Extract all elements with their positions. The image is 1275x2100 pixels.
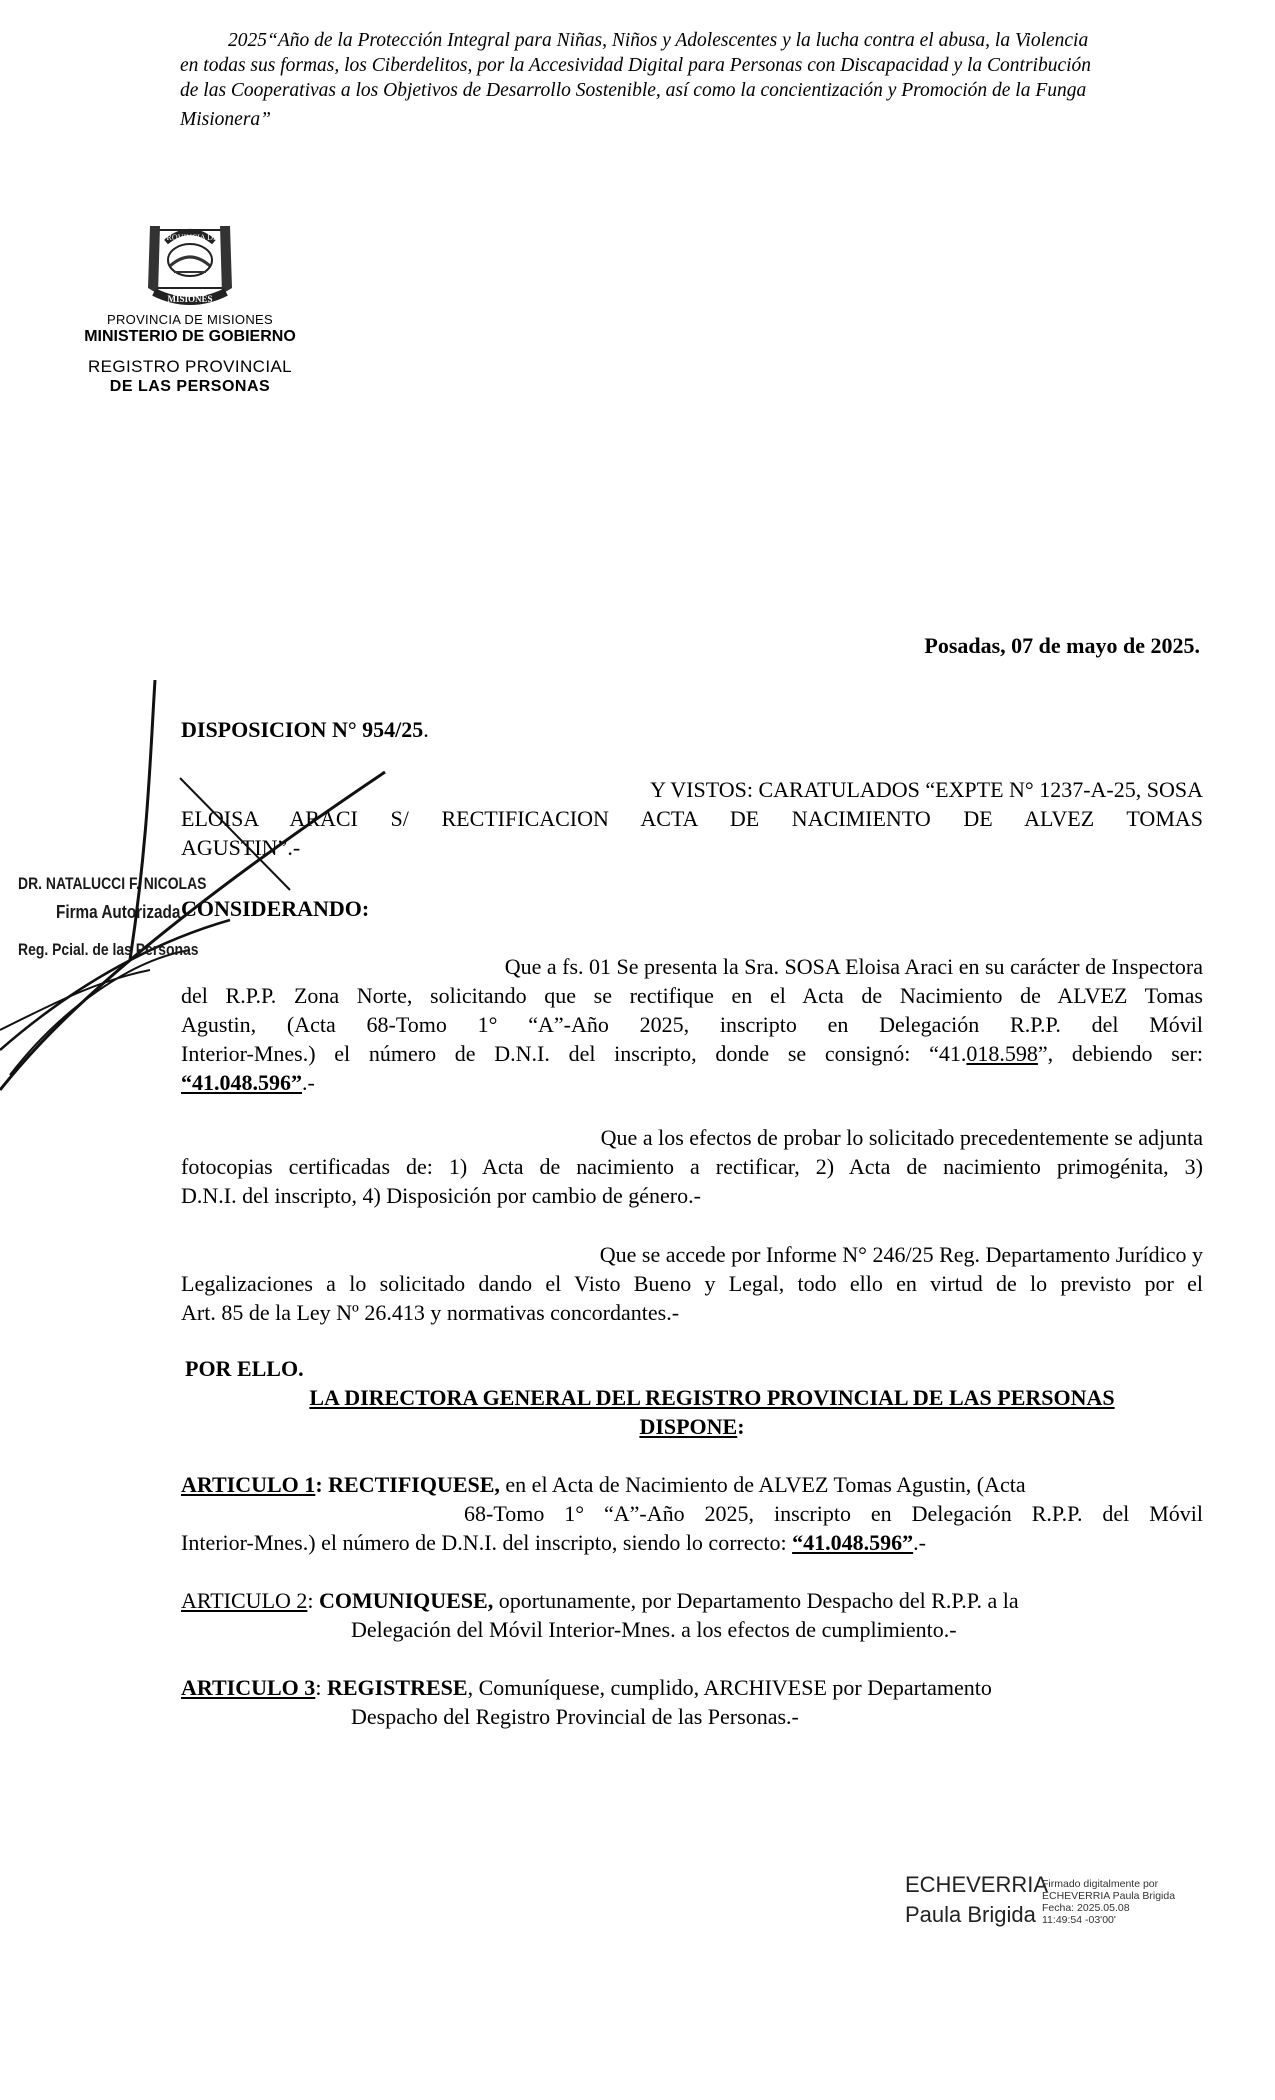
dispone-word: DISPONE	[639, 1414, 738, 1439]
articulo-line: 68-Tomo 1° “A”-Año 2025, inscripto en Delegación R.P.P. del Móvil	[464, 1501, 1203, 1526]
signature-info-line: Firmado digitalmente por	[1042, 1878, 1159, 1890]
text-run: en el Acta de Nacimiento de ALVEZ Tomas Agustin, (Acta	[499, 1472, 1026, 1497]
articulo-line	[181, 1528, 1203, 1557]
paragraph-line: Que a los efectos de probar lo solicitado precedentemente se adjunta	[600, 1125, 1203, 1150]
text-run: ”, debiendo ser:	[1037, 1041, 1203, 1066]
paragraph-line: fotocopias certificadas de: 1) Acta de nacimiento a rectificar, 2) Acta de nacimiento primogénita, 3)	[181, 1154, 1203, 1179]
text-run: oportunamente, por Departamento Despacho del R.P.P. a la	[493, 1588, 1019, 1613]
articulo-1	[181, 1470, 1203, 1557]
stamp-office: Reg. Pcial. de las Personas	[18, 940, 199, 959]
signature-info-line: Fecha: 2025.05.08	[1042, 1902, 1130, 1914]
vistos-line: Y VISTOS: CARATULADOS “EXPTE N° 1237-A-25, SOSA	[650, 777, 1203, 802]
articulo-keyword: RECTIFIQUESE,	[328, 1472, 500, 1497]
articulo-line: Despacho del Registro Provincial de las Personas.-	[351, 1704, 799, 1729]
signature-info-line: ECHEVERRIA Paula Brigida	[1042, 1890, 1176, 1902]
motto-line: Misionera”	[180, 109, 272, 130]
provincial-seal-logo	[140, 218, 240, 308]
articulo-line	[181, 1586, 1203, 1615]
articulo-keyword: COMUNIQUESE,	[319, 1588, 494, 1613]
paragraph-line: Agustin, (Acta 68-Tomo 1° “A”-Año 2025, inscripto en Delegación R.P.P. del Móvil	[181, 1012, 1203, 1037]
articulo-label: ARTICULO 1	[181, 1472, 316, 1497]
paragraph-line: del R.P.P. Zona Norte, solicitando que se rectifique en el Acta de Nacimiento de ALVEZ Tomas	[181, 983, 1203, 1008]
stamp-name: DR. NATALUCCI F. NICOLAS	[18, 874, 207, 893]
dispone-colon: :	[737, 1414, 745, 1439]
motto-line: de las Cooperativas a los Objetivos de Desarrollo Sostenible, así como la concientización y Promoción de la Funga	[180, 80, 1087, 101]
place-date: Posadas, 07 de mayo de 2025.	[924, 633, 1200, 658]
motto-line: en todas sus formas, los Ciberdelitos, por la Accesividad Digital para Personas con Discapacidad y la Contribución	[180, 55, 1092, 76]
articulo-3	[181, 1673, 1203, 1731]
header-motto	[180, 28, 1180, 132]
institution-province: PROVINCIA DE MISIONES	[107, 312, 273, 327]
institution-ministry: MINISTERIO DE GOBIERNO	[84, 328, 296, 345]
por-ello: POR ELLO.	[185, 1356, 304, 1381]
correct-dni: “41.048.596”	[181, 1070, 302, 1095]
text-run: , Comuníquese, cumplido, ARCHIVESE por Departamento	[467, 1675, 992, 1700]
text-run: :	[307, 1588, 320, 1613]
institution-registry: REGISTRO PROVINCIAL	[87, 357, 293, 376]
text-run: :	[315, 1675, 327, 1700]
articulo-line: Delegación del Móvil Interior-Mnes. a los efectos de cumplimiento.-	[351, 1617, 957, 1642]
directora-heading	[181, 1383, 1203, 1441]
directora-line	[181, 1412, 1203, 1441]
text-run: Interior-Mnes.) el número de D.N.I. del inscripto, donde se consignó: “41.	[181, 1041, 967, 1066]
directora-line: LA DIRECTORA GENERAL DEL REGISTRO PROVINCIAL DE LAS PERSONAS	[309, 1385, 1115, 1410]
seal-bottom-text: MISIONES	[167, 294, 213, 304]
paragraph-line: D.N.I. del inscripto, 4) Disposición por cambio de género.-	[181, 1183, 701, 1208]
articulo-label: ARTICULO 3	[181, 1675, 316, 1700]
paragraph-line: Legalizaciones a lo solicitado dando el Visto Bueno y Legal, todo ello en virtud de lo previsto por el	[181, 1271, 1203, 1296]
vistos-line: ELOISA ARACI S/ RECTIFICACION ACTA DE NACIMIENTO DE ALVEZ TOMAS	[181, 806, 1203, 831]
motto-line: 2025“Año de la Protección Integral para Niñas, Niños y Adolescentes y la lucha contra el abusa, la Violencia	[228, 30, 1089, 51]
text-run: :	[315, 1472, 329, 1497]
disposicion-label: DISPOSICION N° 954/25	[181, 717, 424, 742]
articulo-line	[181, 1470, 1203, 1499]
signer-surname: ECHEVERRIA	[905, 1872, 1049, 1897]
correct-dni: “41.048.596”	[792, 1530, 914, 1555]
institution-registry-sub: DE LAS PERSONAS	[109, 378, 271, 395]
signer-given-names: Paula Brigida	[905, 1902, 1036, 1927]
signature-info-line: 11:49:54 -03'00'	[1042, 1914, 1116, 1926]
articulo-keyword: REGISTRESE	[326, 1675, 468, 1700]
text-run: .-	[913, 1530, 926, 1555]
articulo-line	[181, 1673, 1203, 1702]
seal-top-text: PROVINCIA DE	[162, 233, 218, 242]
disposicion-period: .	[423, 717, 429, 742]
paragraph-line: Art. 85 de la Ley Nº 26.413 y normativas concordantes.-	[181, 1300, 680, 1325]
stamp-title: Firma Autorizada	[56, 902, 181, 922]
considerando-paragraph-3	[181, 1240, 1203, 1327]
vistos-line: AGUSTIN”.-	[181, 835, 301, 860]
paragraph-line: Que se accede por Informe N° 246/25 Reg. Departamento Jurídico y	[599, 1242, 1203, 1267]
articulo-2	[181, 1586, 1203, 1644]
digital-signature	[905, 1868, 1205, 1948]
considerando-heading: CONSIDERANDO:	[181, 896, 370, 921]
text-run: .-	[302, 1070, 315, 1095]
signature-info	[1042, 1878, 1175, 1926]
paragraph-line: Que a fs. 01 Se presenta la Sra. SOSA Eloisa Araci en su carácter de Inspectora	[504, 954, 1203, 979]
articulo-label: ARTICULO 2	[181, 1588, 308, 1613]
considerando-paragraph-2	[181, 1123, 1203, 1210]
wrong-dni: 018.598	[966, 1041, 1038, 1066]
text-run: Interior-Mnes.) el número de D.N.I. del inscripto, siendo lo correcto:	[181, 1530, 793, 1555]
